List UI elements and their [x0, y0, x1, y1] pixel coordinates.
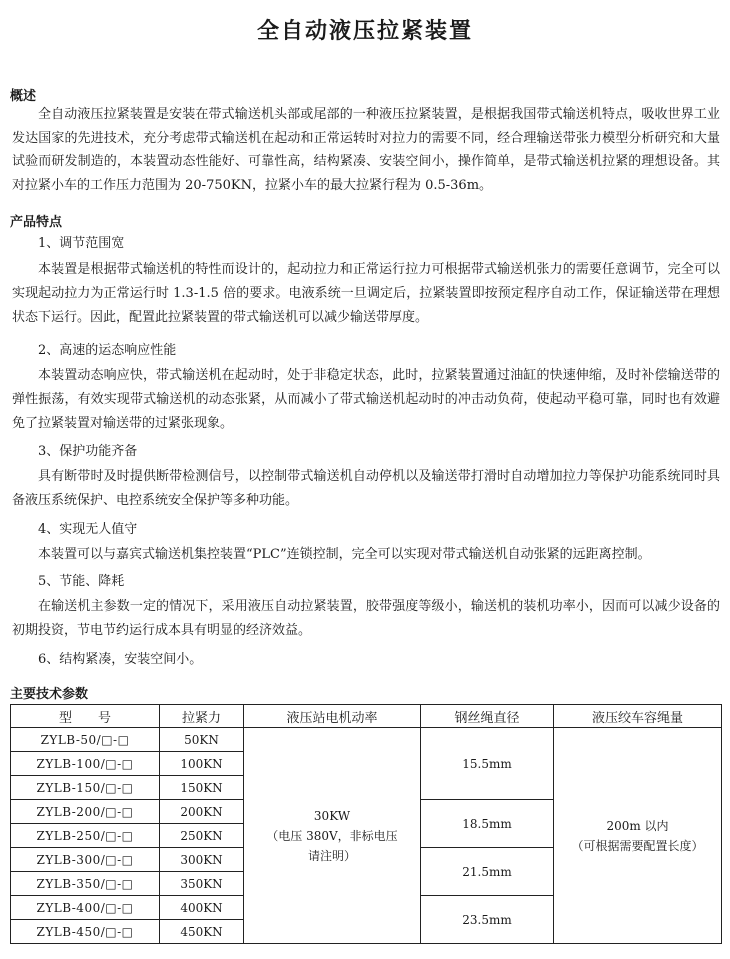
header-model: 型 号 — [11, 705, 160, 728]
force-cell: 400KN — [160, 896, 244, 920]
feature-1-title: 1、调节范围宽 — [38, 236, 125, 251]
motor-cell — [244, 728, 421, 944]
spec-table — [10, 704, 722, 944]
model-cell: ZYLB-450/□-□ — [11, 920, 160, 944]
model-cell: ZYLB-100/□-□ — [11, 752, 160, 776]
capacity-cell — [554, 728, 722, 944]
diameter-cell: 18.5mm — [421, 800, 554, 848]
model-cell: ZYLB-50/□-□ — [11, 728, 160, 752]
motor-voltage: （电压 380V，非标电压 — [266, 828, 398, 843]
model-cell: ZYLB-300/□-□ — [11, 848, 160, 872]
motor-note: 请注明） — [307, 848, 356, 863]
model-cell: ZYLB-350/□-□ — [11, 872, 160, 896]
specs-heading: 主要技术参数 — [10, 687, 89, 702]
page-title: 全自动液压拉紧装置 — [256, 18, 473, 44]
model-cell: ZYLB-150/□-□ — [11, 776, 160, 800]
force-cell: 100KN — [160, 752, 244, 776]
feature-2-title: 2、高速的运态响应性能 — [38, 343, 177, 358]
model-cell: ZYLB-200/□-□ — [11, 800, 160, 824]
spec-header-row — [11, 705, 722, 728]
force-cell: 350KN — [160, 872, 244, 896]
capacity-value: 200m 以内 — [606, 818, 669, 833]
feature-2-text: 本装置动态响应快，带式输送机在起动时，处于非稳定状态，此时，拉紧装置通过油缸的快速伸缩，及时补偿输送带的弹性振荡，有效实现带式输送机的动态张紧，从而减小了带式输送机起动时的冲击动负荷，使起动平稳可靠，同时也有效避免了拉紧装置对输送带的过紧张现象。 — [12, 368, 720, 432]
diameter-cell: 15.5mm — [421, 728, 554, 800]
force-cell: 150KN — [160, 776, 244, 800]
diameter-cell: 23.5mm — [421, 896, 554, 944]
overview-heading: 概述 — [10, 89, 37, 104]
table-row — [11, 728, 722, 752]
header-capacity: 液压绞车容绳量 — [554, 705, 722, 728]
capacity-note: （可根据需要配置长度） — [571, 838, 704, 853]
feature-1-text: 本装置是根据带式输送机的特性而设计的，起动拉力和正常运行拉力可根据带式输送机张力的需要任意调节，完全可以实现起动拉力为正常运行时 1.3-1.5 倍的要求。电液系统一旦调定后，拉紧装置即按预定程序自动工作，保证输送带在理想状态下运行。因此，配置此拉紧装置的带式输送机可以减少输送带厚度。 — [12, 262, 720, 326]
features-heading: 产品特点 — [10, 215, 63, 230]
header-force: 拉紧力 — [160, 705, 244, 728]
force-cell: 250KN — [160, 824, 244, 848]
feature-4-text: 本装置可以与嘉宾式输送机集控装置“PLC”连锁控制，完全可以实现对带式输送机自动张紧的远距离控制。 — [38, 547, 651, 562]
feature-4-title: 4、实现无人值守 — [38, 522, 138, 537]
force-cell: 200KN — [160, 800, 244, 824]
header-diameter: 钢丝绳直径 — [421, 705, 554, 728]
feature-5-text: 在输送机主参数一定的情况下，采用液压自动拉紧装置，胶带强度等级小，输送机的装机功率小，因而可以减少设备的初期投资，节电节约运行成本具有明显的经济效益。 — [12, 599, 720, 639]
feature-3-title: 3、保护功能齐备 — [38, 444, 138, 459]
motor-power: 30KW — [313, 808, 351, 823]
feature-5-title: 5、节能、降耗 — [38, 574, 125, 589]
model-cell: ZYLB-250/□-□ — [11, 824, 160, 848]
feature-3-text: 具有断带时及时提供断带检测信号，以控制带式输送机自动停机以及输送带打滑时自动增加拉力等保护功能系统同时具备液压系统保护、电控系统安全保护等多种功能。 — [12, 469, 720, 509]
header-motor: 液压站电机动率 — [244, 705, 421, 728]
feature-6-title: 6、结构紧凑，安装空间小。 — [38, 652, 203, 667]
force-cell: 450KN — [160, 920, 244, 944]
force-cell: 300KN — [160, 848, 244, 872]
overview-text: 全自动液压拉紧装置是安装在带式输送机头部或尾部的一种液压拉紧装置，是根据我国带式输送机特点，吸收世界工业发达国家的先进技术，充分考虑带式输送机在起动和正常运转时对拉力的需要不同，经合理输送带张力模型分析研究和大量试验而研发制造的，本装置动态性能好、可靠性高，结构紧凑、安装空间小，操作简单，是带式输送机拉紧的理想设备。其对拉紧小车的工作压力范围为 20-750KN，拉紧小车的最大拉紧行程为 0.5-36m。 — [12, 107, 720, 193]
model-cell: ZYLB-400/□-□ — [11, 896, 160, 920]
force-cell: 50KN — [160, 728, 244, 752]
diameter-cell: 21.5mm — [421, 848, 554, 896]
